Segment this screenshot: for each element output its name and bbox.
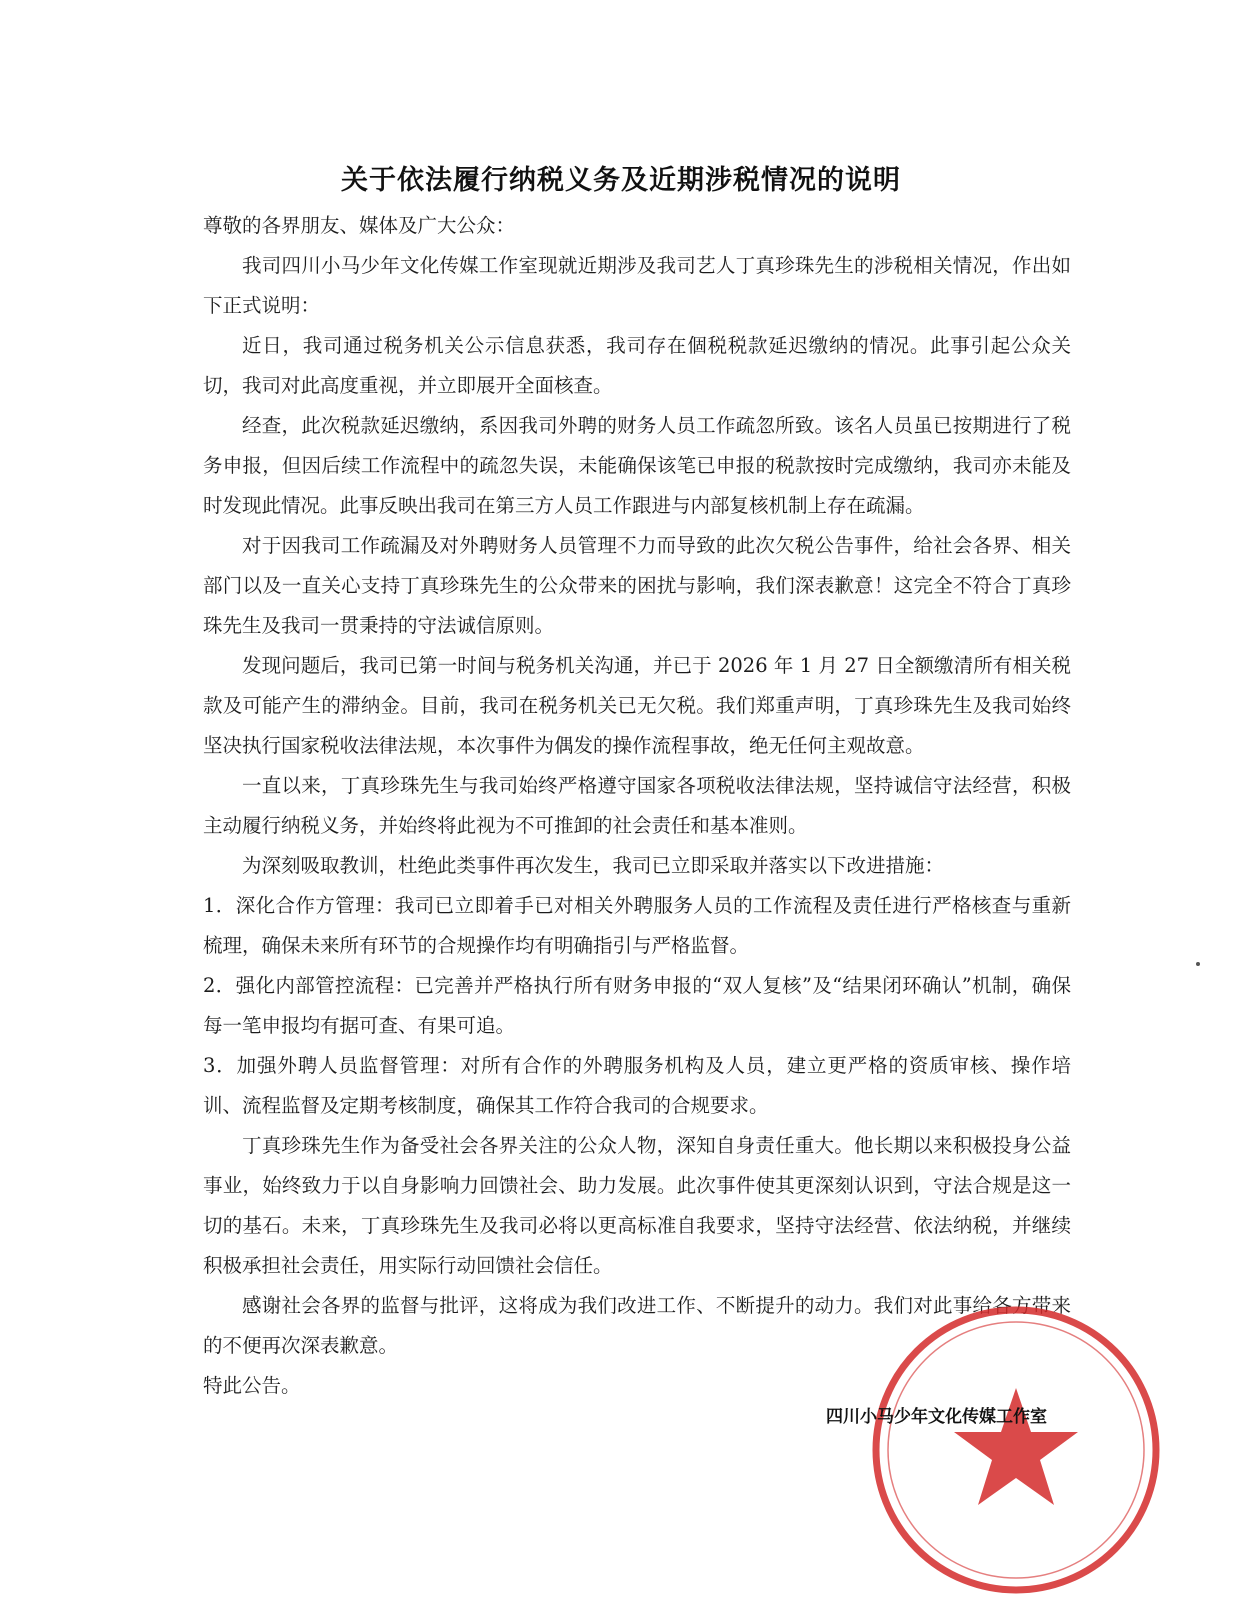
measure-item-2: 2．强化内部管控流程：已完善并严格执行所有财务申报的“双人复核”及“结果闭环确认”机制，确保每一笔申报均有据可查、有果可追。 — [203, 974, 1071, 1037]
document-title: 关于依法履行纳税义务及近期涉税情况的说明 — [341, 165, 901, 196]
scan-speck — [1196, 962, 1200, 966]
measure-item-1: 1．深化合作方管理：我司已立即着手已对相关外聘服务人员的工作流程及责任进行严格核查与重新梳理，确保未来所有环节的合规操作均有明确指引与严格监督。 — [203, 894, 1071, 957]
paragraph-payment: 发现问题后，我司已第一时间与税务机关沟通，并已于 2026 年 1 月 27 日全额缴清所有相关税款及可能产生的滞纳金。目前，我司在税务机关已无欠税。我们郑重声明，丁真珍珠先生及我司始终坚决执行国家税收法律法规，本次事件为偶发的操作流程事故，绝无任何主观故意。 — [203, 654, 1071, 757]
company-seal-icon — [866, 1300, 1166, 1600]
paragraph-compliance: 一直以来，丁真珍珠先生与我司始终严格遵守国家各项税收法律法规，坚持诚信守法经营，积极主动履行纳税义务，并始终将此视为不可推卸的社会责任和基本准则。 — [203, 774, 1071, 837]
salutation: 尊敬的各界朋友、媒体及广大公众： — [203, 214, 516, 237]
paragraph-measures-intro: 为深刻吸取教训，杜绝此类事件再次发生，我司已立即采取并落实以下改进措施： — [242, 854, 945, 877]
paragraph-intro: 我司四川小马少年文化传媒工作室现就近期涉及我司艺人丁真珍珠先生的涉税相关情况，作出如下正式说明： — [203, 254, 1071, 317]
measure-item-3: 3．加强外聘人员监督管理：对所有合作的外聘服务机构及人员，建立更严格的资质审核、操作培训、流程监督及定期考核制度，确保其工作符合我司的合规要求。 — [203, 1054, 1071, 1117]
document-body — [203, 206, 1071, 1406]
paragraph-apology: 对于因我司工作疏漏及对外聘财务人员管理不力而导致的此次欠税公告事件，给社会各界、相关部门以及一直关心支持丁真珍珠先生的公众带来的困扰与影响，我们深表歉意！这完全不符合丁真珍珠先生及我司一贯秉持的守法诚信原则。 — [203, 534, 1071, 637]
paragraph-responsibility: 丁真珍珠先生作为备受社会各界关注的公众人物，深知自身责任重大。他长期以来积极投身公益事业，始终致力于以自身影响力回馈社会、助力发展。此次事件使其更深刻认识到，守法合规是这一切的基石。未来，丁真珍珠先生及我司必将以更高标准自我要求，坚持守法经营、依法纳税，并继续积极承担社会责任，用实际行动回馈社会信任。 — [203, 1134, 1071, 1277]
paragraph-findings: 经查，此次税款延迟缴纳，系因我司外聘的财务人员工作疏忽所致。该名人员虽已按期进行了税务申报，但因后续工作流程中的疏忽失误，未能确保该笔已申报的税款按时完成缴纳，我司亦未能及时发现此情况。此事反映出我司在第三方人员工作跟进与内部复核机制上存在疏漏。 — [203, 414, 1071, 517]
paragraph-thanks: 感谢社会各界的监督与批评，这将成为我们改进工作、不断提升的动力。我们对此事给各方带来的不便再次深表歉意。 — [203, 1294, 1071, 1357]
paragraph-recent: 近日，我司通过税务机关公示信息获悉，我司存在個税税款延迟缴纳的情况。此事引起公众关切，我司对此高度重视，并立即展开全面核查。 — [203, 334, 1071, 397]
closing-line: 特此公告。 — [203, 1374, 301, 1397]
signature-company: 四川小马少年文化传媒工作室 — [826, 1407, 1047, 1427]
